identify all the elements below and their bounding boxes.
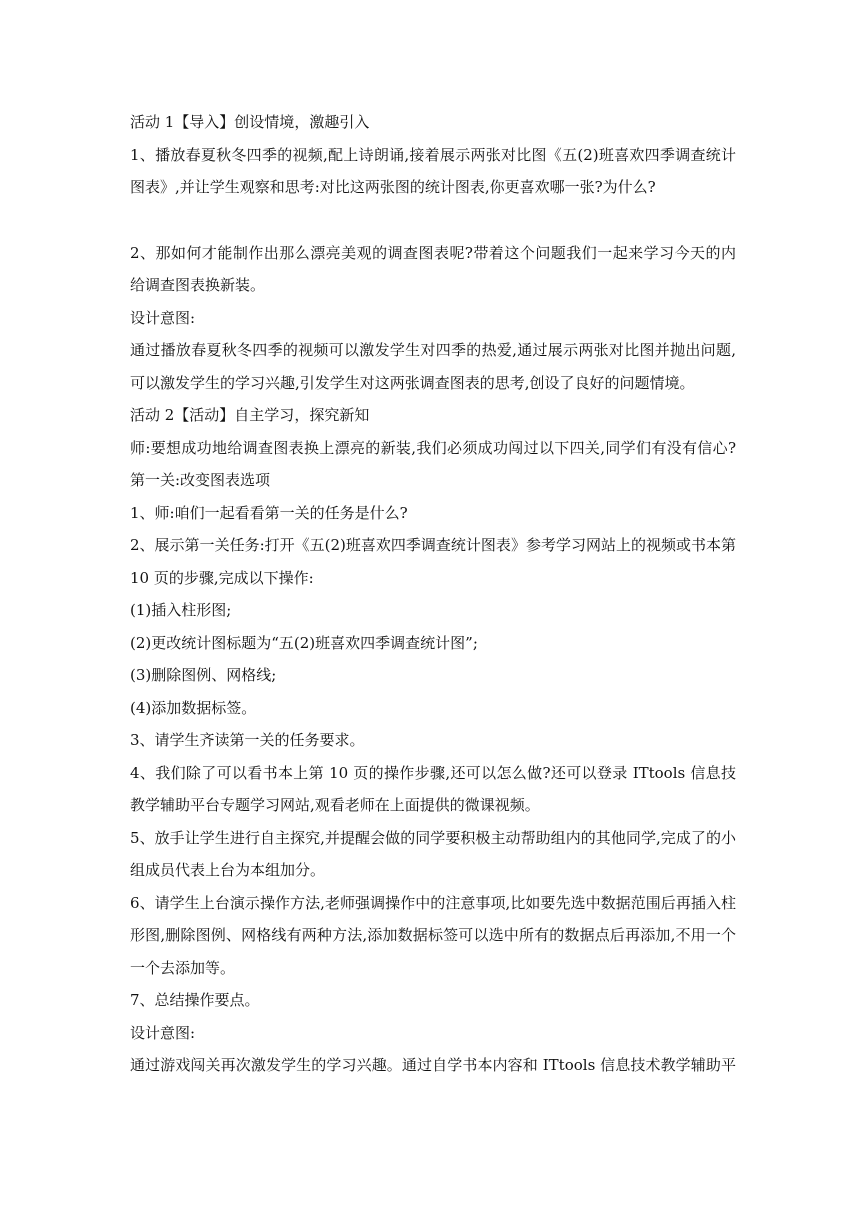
task-item: (1)插入柱形图; [130,601,232,619]
level-one-title: 第一关:改变图表选项 [130,471,271,489]
blank-line [130,204,736,237]
paragraph-line: 7、总结操作要点。 [130,991,260,1009]
paragraph-line: 1、师:咱们一起看看第一关的任务是什么? [130,503,408,522]
heading-activity-1: 活动 1【导入】创设情境，激趣引入 [130,113,370,131]
task-item: (3)删除图例、网格线; [130,666,277,684]
task-item: (4)添加数据标签。 [130,698,257,717]
design-intent-label: 设计意图: [130,1023,196,1042]
paragraph-line: 一个去添加等。 [130,958,236,977]
paragraph-line: 形图,删除图例、网格线有两种方法,添加数据标签可以选中所有的数据点后再添加,不用一个 [130,926,736,944]
design-intent-label: 设计意图: [130,308,196,327]
paragraph-line: 2、那如何才能制作出那么漂亮美观的调查图表呢?带着这个问题我们一起来学习今天的内 [130,243,736,262]
task-item: (2)更改统计图标题为“五(2)班喜欢四季调查统计图”; [130,633,478,652]
paragraph-line: 3、请学生齐读第一关的任务要求。 [130,731,365,749]
paragraph-line: 通过播放春夏秋冬四季的视频可以激发学生对四季的热爱,通过展示两张对比图并抛出问题, [130,341,736,359]
paragraph-line: 可以激发学生的学习兴趣,引发学生对这两张调查图表的思考,创设了良好的问题情境。 [130,373,695,392]
paragraph-line: 10 页的步骤,完成以下操作: [130,568,314,587]
paragraph-line: 1、播放春夏秋冬四季的视频,配上诗朗诵,接着展示两张对比图《五(2)班喜欢四季调查统计 [130,145,736,164]
paragraph-line: 6、请学生上台演示操作方法,老师强调操作中的注意事项,比如要先选中数据范围后再插入柱 [130,893,736,912]
paragraph-line: 4、我们除了可以看书本上第 10 页的操作步骤,还可以怎么做?还可以登录 ITtools 信息技 [130,763,736,782]
paragraph-line: 图表》,并让学生观察和思考:对比这两张图的统计图表,你更喜欢哪一张?为什么? [130,178,656,196]
heading-activity-2: 活动 2【活动】自主学习，探究新知 [130,406,370,424]
paragraph-line: 组成员代表上台为本组加分。 [130,861,326,879]
paragraph-line: 师:要想成功地给调查图表换上漂亮的新装,我们必须成功闯过以下四关,同学们有没有信心? [130,438,736,457]
paragraph-line: 5、放手让学生进行自主探究,并提醒会做的同学要积极主动帮助组内的其他同学,完成了的小 [130,828,736,847]
paragraph-line: 2、展示第一关任务:打开《五(2)班喜欢四季调查统计图表》参考学习网站上的视频或书本第 [130,536,736,554]
document-page [130,106,736,1082]
paragraph-line: 通过游戏闯关再次激发学生的学习兴趣。通过自学书本内容和 ITtools 信息技术教学辅助平 [130,1056,736,1074]
paragraph-line: 给调查图表换新装。 [130,276,266,294]
paragraph-line: 教学辅助平台专题学习网站,观看老师在上面提供的微课视频。 [130,796,540,814]
